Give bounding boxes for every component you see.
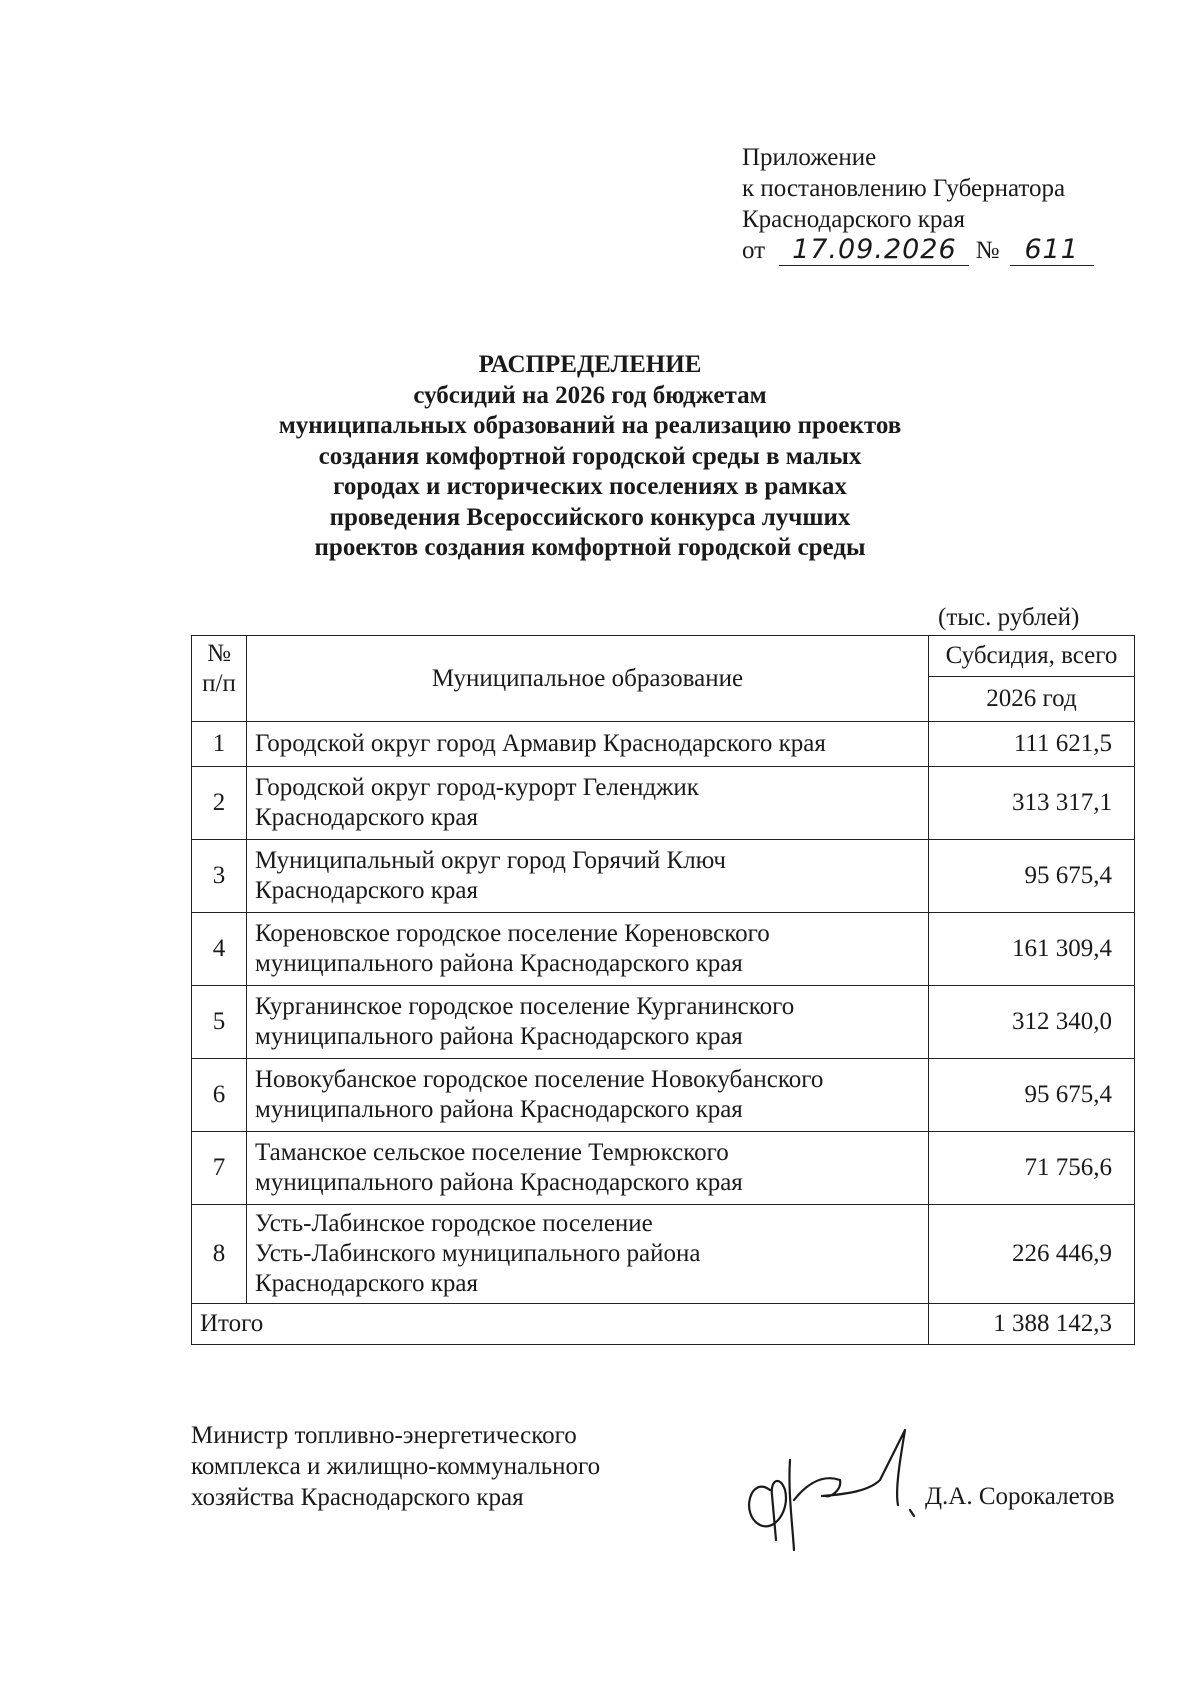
- position-line-3: хозяйства Краснодарского края: [191, 1484, 524, 1511]
- date-prefix: от: [742, 237, 766, 264]
- row-value: 226 446,9: [929, 1205, 1135, 1304]
- row-municipality-line: Городской округ город Армавир Краснодарского края: [255, 730, 826, 757]
- row-municipality-line: Курганинское городское поселение Курганинского: [255, 993, 795, 1020]
- signature-position: [191, 1420, 600, 1513]
- table-row: [192, 986, 1135, 1059]
- row-municipality-line: Муниципальный округ город Горячий Ключ: [255, 847, 726, 874]
- title-line-4: создания комфортной городской среды в малых: [318, 442, 862, 470]
- total-row: [192, 1304, 1135, 1345]
- row-value: 111 621,5: [929, 722, 1135, 767]
- row-municipality: [247, 913, 929, 986]
- signer-name: Д.А. Сорокалетов: [925, 1483, 1115, 1510]
- header-num: [192, 636, 247, 722]
- row-municipality-line: Усть-Лабинское городское поселение: [255, 1210, 653, 1237]
- row-municipality: [247, 1059, 929, 1132]
- header-year: 2026 год: [929, 677, 1135, 722]
- table-row: [192, 767, 1135, 840]
- row-number: 2: [192, 767, 247, 840]
- row-municipality: [247, 1205, 929, 1304]
- header-num-line-2: п/п: [202, 670, 236, 697]
- appendix-line-1: Приложение: [742, 144, 877, 171]
- handwritten-date: 17.09.2026: [779, 235, 969, 266]
- appendix-line-2: к постановлению Губернатора: [742, 175, 1066, 202]
- header-row: [192, 636, 1135, 677]
- position-line-1: Министр топливно-энергетического: [191, 1422, 577, 1449]
- row-value: 95 675,4: [929, 1059, 1135, 1132]
- table-row: [192, 1205, 1135, 1304]
- row-value: 95 675,4: [929, 840, 1135, 913]
- total-value: 1 388 142,3: [929, 1304, 1135, 1345]
- row-municipality-line: Краснодарского края: [255, 804, 478, 831]
- table-row: [192, 913, 1135, 986]
- table-row: [192, 1132, 1135, 1205]
- row-municipality: [247, 722, 929, 767]
- appendix-block: [742, 142, 1094, 266]
- header-subsidy: Субсидия, всего: [929, 636, 1135, 677]
- row-number: 3: [192, 840, 247, 913]
- title-line-5: городах и исторических поселениях в рамках: [333, 473, 847, 500]
- row-number: 7: [192, 1132, 247, 1205]
- table-row: [192, 840, 1135, 913]
- row-municipality-line: муниципального района Краснодарского края: [255, 1169, 743, 1196]
- row-number: 1: [192, 722, 247, 767]
- title-line-7: проектов создания комфортной городской среды: [314, 534, 866, 561]
- row-municipality: [247, 767, 929, 840]
- row-municipality-line: Кореновское городское поселение Кореновского: [255, 920, 770, 947]
- row-municipality-line: Таманское сельское поселение Темрюкского: [255, 1139, 729, 1166]
- row-municipality: [247, 840, 929, 913]
- row-municipality: [247, 1132, 929, 1205]
- title-line-6: проведения Всероссийского конкурса лучших: [329, 503, 851, 531]
- row-municipality-line: муниципального района Краснодарского края: [255, 1023, 743, 1050]
- row-municipality-line: Усть-Лабинского муниципального района: [255, 1240, 701, 1267]
- row-municipality-line: Краснодарского края: [255, 877, 478, 904]
- handwritten-number: 611: [1010, 235, 1094, 266]
- row-number: 4: [192, 913, 247, 986]
- appendix-line-3: Краснодарского края: [742, 206, 965, 233]
- row-municipality-line: муниципального района Краснодарского края: [255, 950, 743, 977]
- document-title: [250, 350, 930, 564]
- row-value: 161 309,4: [929, 913, 1135, 986]
- row-number: 5: [192, 986, 247, 1059]
- distribution-table: [191, 635, 1135, 1345]
- header-num-line-1: №: [207, 640, 231, 667]
- row-number: 6: [192, 1059, 247, 1132]
- position-line-2: комплекса и жилищно-коммунального: [191, 1453, 601, 1480]
- appendix-date-line: [742, 235, 1094, 266]
- units-label: (тыс. рублей): [938, 604, 1080, 631]
- row-value: 313 317,1: [929, 767, 1135, 840]
- row-municipality: [247, 986, 929, 1059]
- table-row: [192, 1059, 1135, 1132]
- row-municipality-line: Новокубанское городское поселение Новокубанского: [255, 1066, 824, 1093]
- row-municipality-line: муниципального района Краснодарского края: [255, 1096, 743, 1123]
- row-municipality-line: Городской округ город-курорт Геленджик: [255, 774, 699, 801]
- row-number: 8: [192, 1205, 247, 1304]
- header-municipality: Муниципальное образование: [247, 636, 929, 722]
- title-line-2: субсидий на 2026 год бюджетам: [413, 381, 767, 409]
- title-line-3: муниципальных образований на реализацию проектов: [278, 412, 902, 439]
- title-line-1: РАСПРЕДЕЛЕНИЕ: [478, 351, 702, 378]
- number-prefix: №: [975, 237, 1000, 264]
- row-value: 312 340,0: [929, 986, 1135, 1059]
- handwritten-signature: [730, 1420, 930, 1560]
- total-label: Итого: [192, 1304, 929, 1345]
- row-municipality-line: Краснодарского края: [255, 1270, 478, 1297]
- row-value: 71 756,6: [929, 1132, 1135, 1205]
- table-row: [192, 722, 1135, 767]
